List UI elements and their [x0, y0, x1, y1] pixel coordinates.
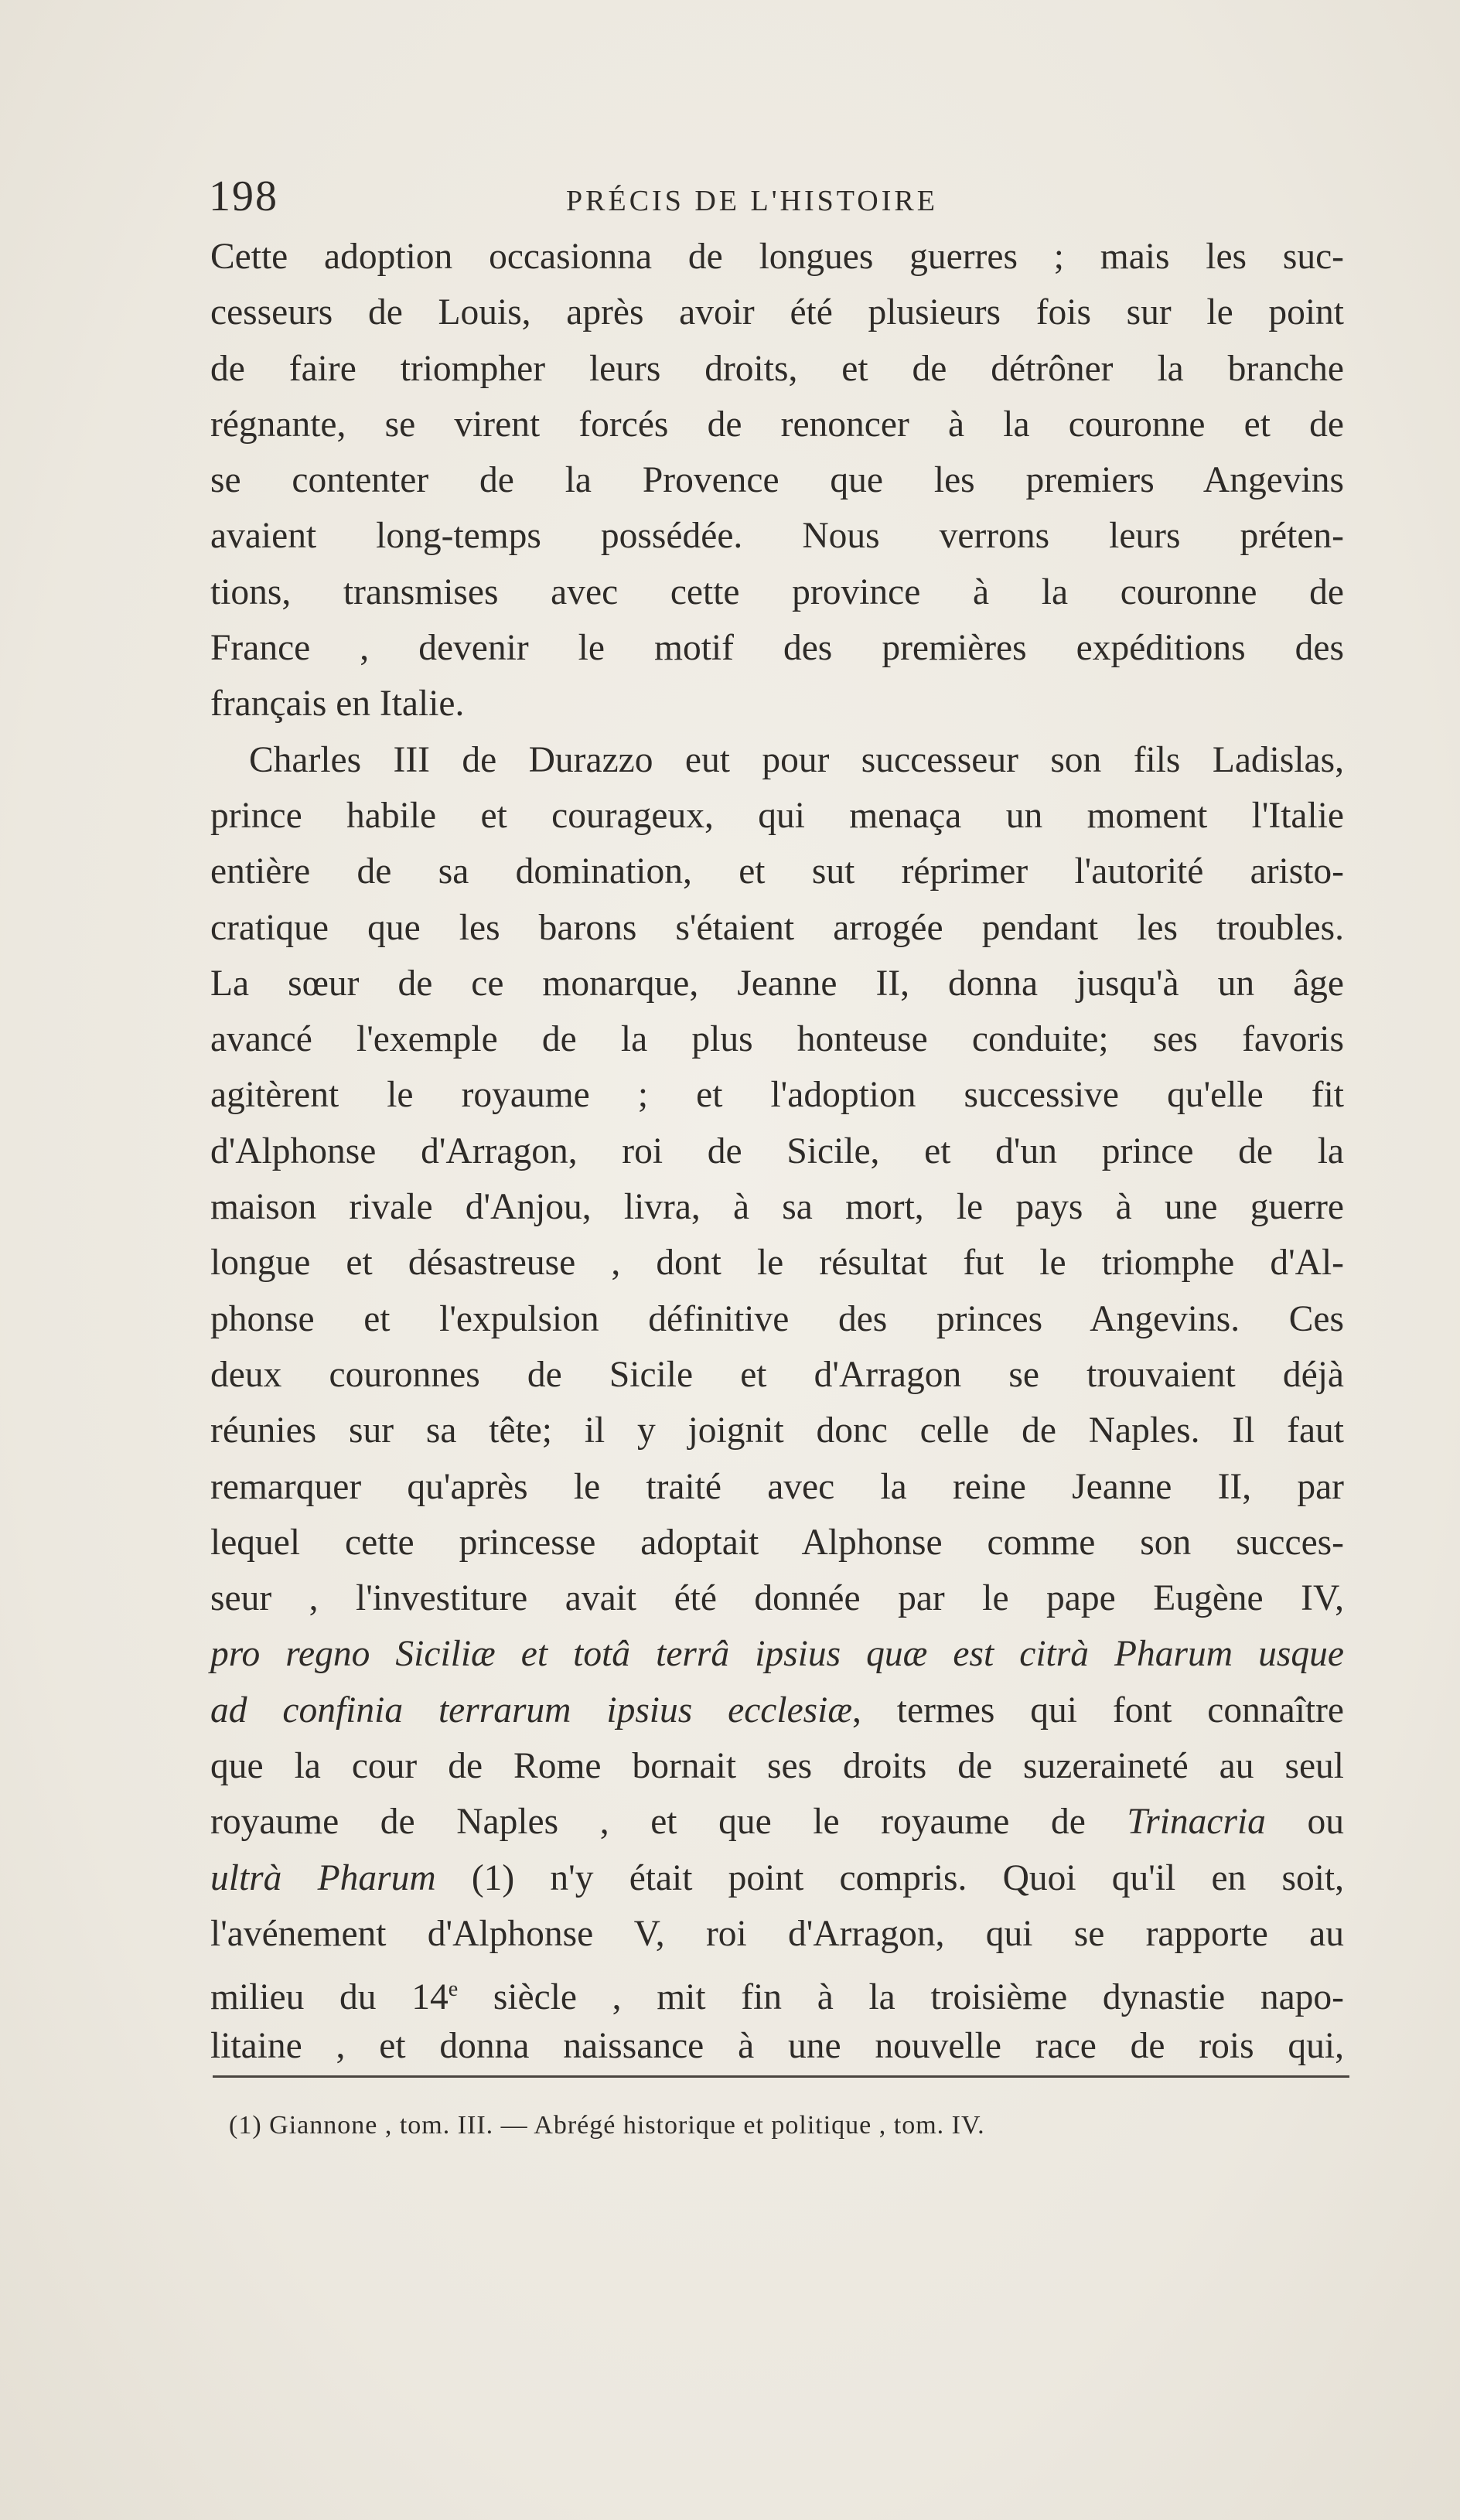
text-line: [210, 1850, 1344, 1906]
text-line: se contenter de la Provence que les premiers Angevins: [210, 460, 1344, 501]
footnote-rule: [213, 2075, 1349, 2078]
text-fragment: (1) n'y était point compris. Quoi qu'il en soit,: [435, 1857, 1344, 1898]
text-line: français en Italie.: [210, 684, 465, 725]
text-line: avaient long-temps possédée. Nous verrons leurs préten-: [210, 516, 1344, 557]
text-fragment: ou: [1265, 1802, 1345, 1843]
text-line: seur , l'investiture avait été donnée par le pape Eugène IV,: [210, 1578, 1344, 1619]
text-line: La sœur de ce monarque, Jeanne II, donna jusqu'à un âge: [210, 963, 1344, 1004]
text-fragment: royaume de Naples , et que le royaume de: [210, 1802, 1086, 1843]
text-fragment: siècle , mit fin à la troisième dynastie napo-: [458, 1977, 1344, 2018]
text-line: régnante, se virent forcés de renoncer à la couronne et de: [210, 404, 1344, 445]
superscript: e: [448, 1977, 459, 2002]
text-line: tions, transmises avec cette province à la couronne de: [210, 571, 1344, 612]
text-line: France , devenir le motif des premières expéditions des: [210, 628, 1344, 669]
page-header: [209, 172, 1346, 226]
text-line: phonse et l'expulsion définitive des princes Angevins. Ces: [210, 1298, 1344, 1339]
text-line: [210, 1962, 1344, 2017]
body-text: [210, 229, 1344, 2074]
text-fragment: , termes qui font connaître: [852, 1690, 1344, 1731]
text-line: [210, 1683, 1344, 1738]
text-line: d'Alphonse d'Arragon, roi de Sicile, et d'un prince de la: [210, 1130, 1344, 1171]
text-line: maison rivale d'Anjou, livra, à sa mort, le pays à une guerre: [210, 1187, 1344, 1228]
text-line: deux couronnes de Sicile et d'Arragon se trouvaient déjà: [210, 1354, 1344, 1395]
text-line: lequel cette princesse adoptait Alphonse comme son succes-: [210, 1522, 1344, 1563]
text-line: Cette adoption occasionna de longues guerres ; mais les suc-: [210, 237, 1344, 277]
text-line: [210, 1794, 1344, 1850]
latin-term: ultrà Pharum: [210, 1857, 436, 1898]
latin-quote-fragment: ad confinia terrarum ipsius ecclesiæ: [210, 1690, 853, 1731]
text-line: longue et désastreuse , dont le résultat fut le triomphe d'Al-: [210, 1243, 1344, 1284]
page-number: 198: [209, 172, 278, 220]
text-line: réunies sur sa tête; il y joignit donc celle de Naples. Il faut: [210, 1410, 1344, 1451]
text-line: Charles III de Durazzo eut pour successeur son fils Ladislas,: [249, 739, 1344, 780]
text-fragment: milieu du 14: [210, 1977, 449, 2018]
latin-quote-line: pro regno Siciliæ et totâ terrâ ipsius quæ est citrà Pharum usque: [210, 1634, 1344, 1675]
text-line: cratique que les barons s'étaient arrogée pendant les troubles.: [210, 907, 1344, 948]
footnote: (1) Giannone , tom. III. — Abrégé historique et politique , tom. IV.: [229, 2111, 985, 2140]
text-line: avancé l'exemple de la plus honteuse conduite; ses favoris: [210, 1019, 1344, 1060]
text-line: que la cour de Rome bornait ses droits de suzeraineté au seul: [210, 1746, 1344, 1787]
text-line: l'avénement d'Alphonse V, roi d'Arragon, qui se rapporte au: [210, 1913, 1344, 1954]
text-line: cesseurs de Louis, après avoir été plusieurs fois sur le point: [210, 292, 1344, 333]
text-line: agitèrent le royaume ; et l'adoption successive qu'elle fit: [210, 1075, 1344, 1116]
latin-term: Trinacria: [1127, 1802, 1266, 1843]
text-line: entière de sa domination, et sut réprimer l'autorité aristo-: [210, 851, 1344, 892]
text-line: prince habile et courageux, qui menaça un moment l'Italie: [210, 795, 1344, 836]
text-line: litaine , et donna naissance à une nouvelle race de rois qui,: [210, 2025, 1344, 2066]
text-line: de faire triompher leurs droits, et de détrôner la branche: [210, 348, 1344, 389]
text-line: remarquer qu'après le traité avec la reine Jeanne II, par: [210, 1466, 1344, 1507]
running-head: PRÉCIS DE L'HISTOIRE: [566, 185, 938, 217]
